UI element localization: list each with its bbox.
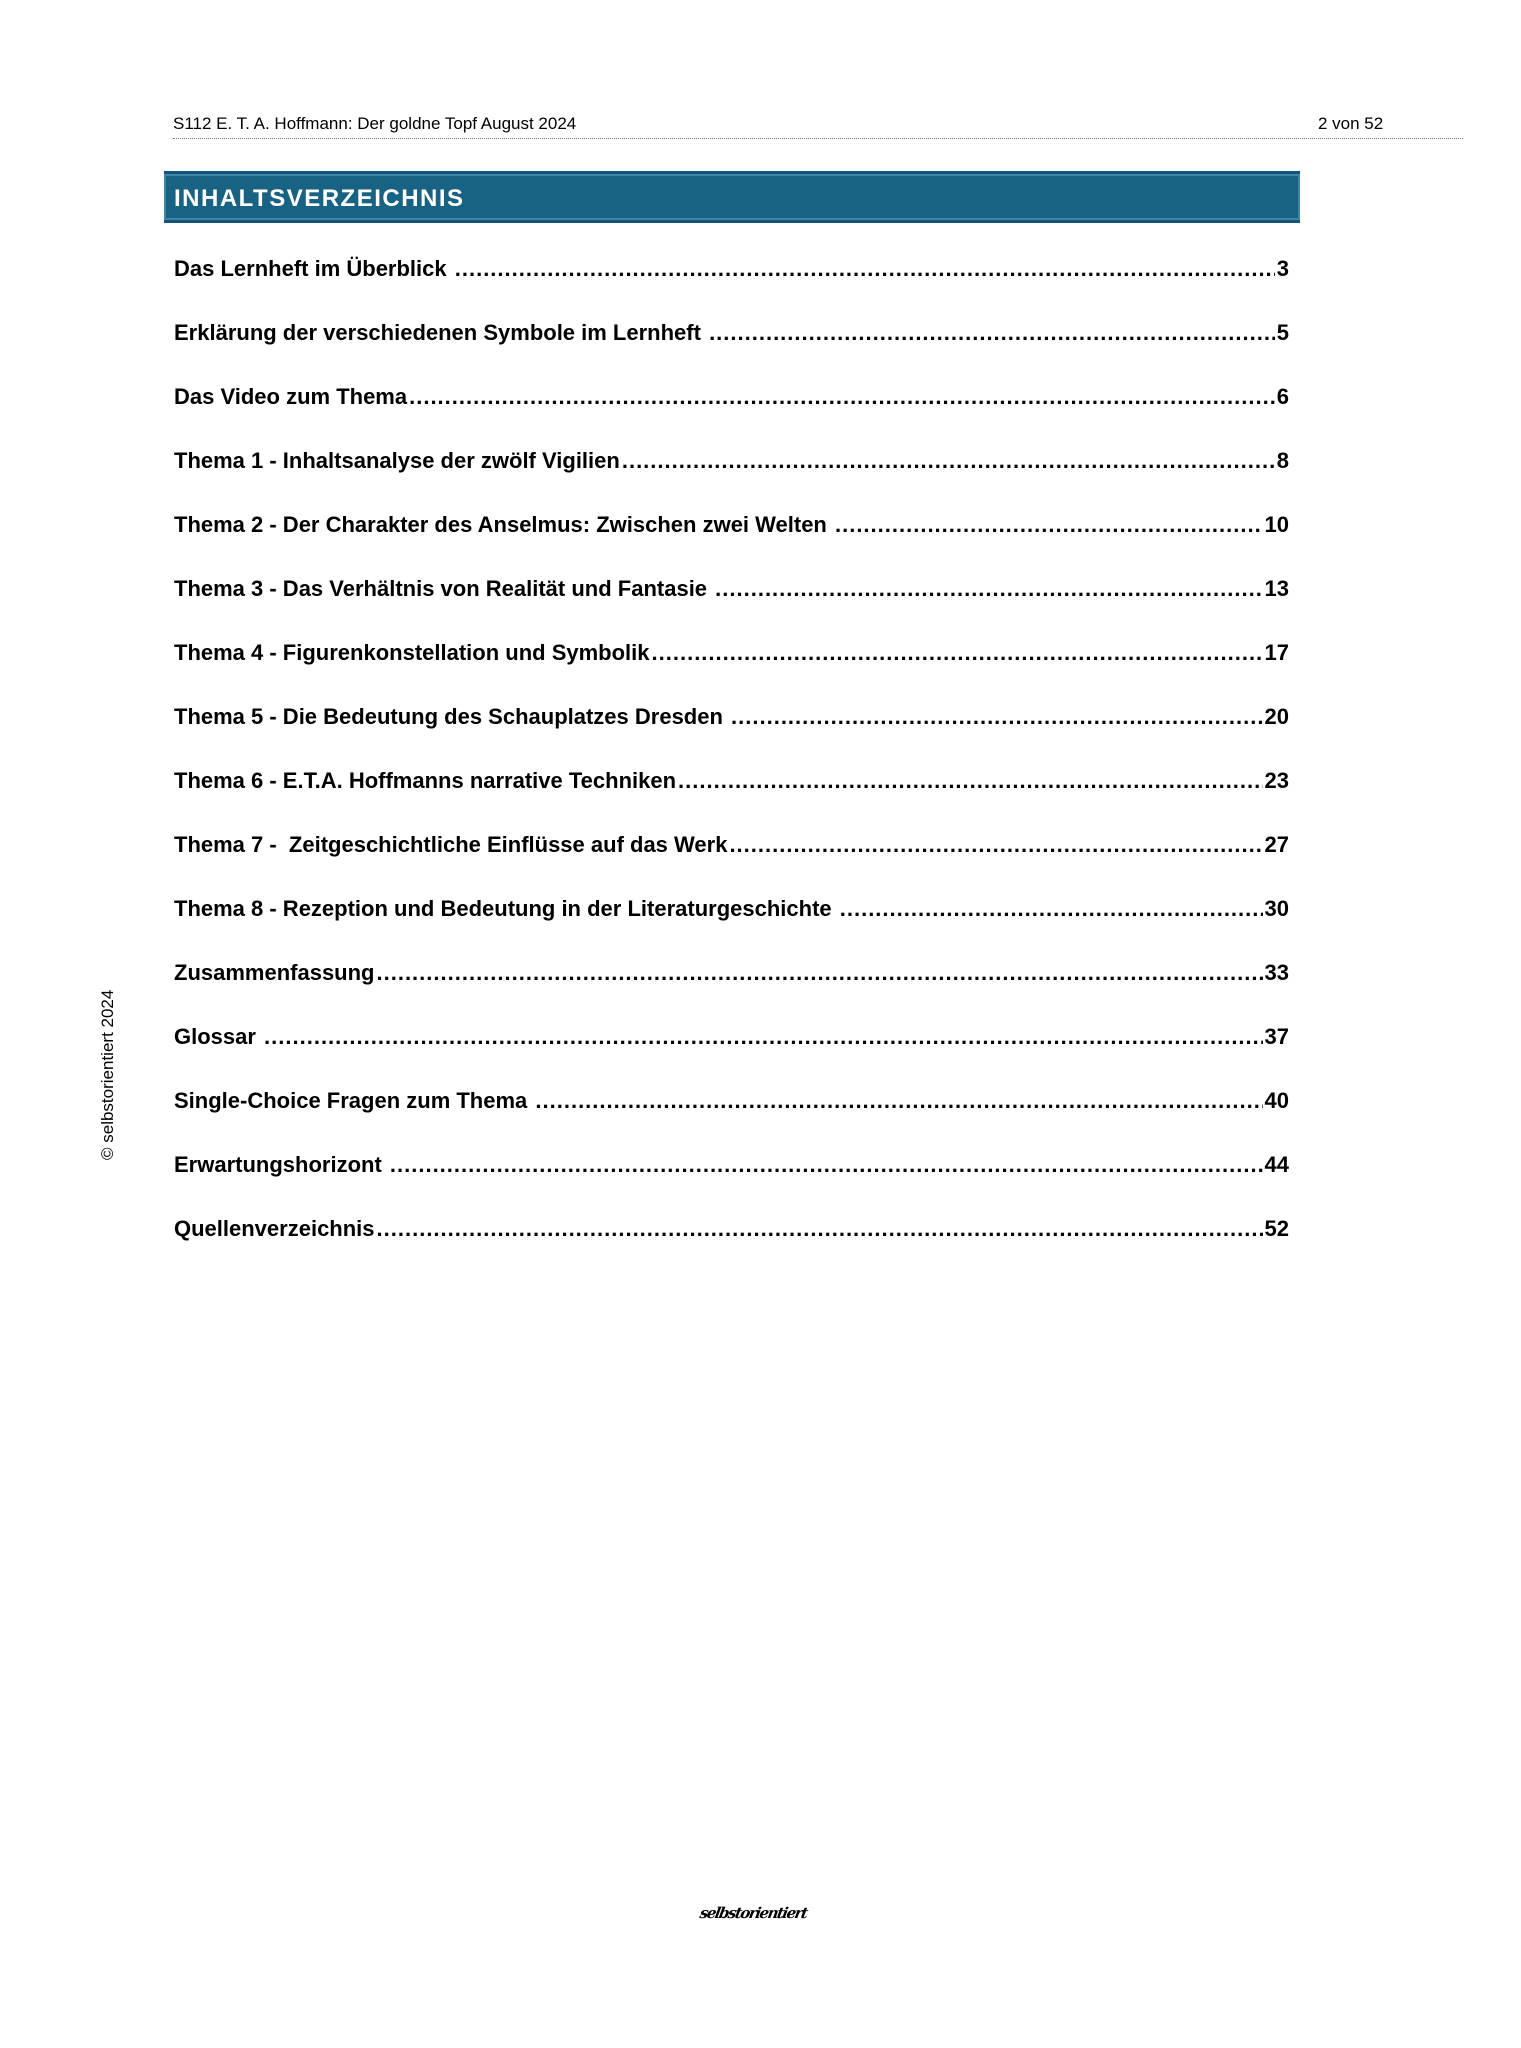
toc-entry-title: Single-Choice Fragen zum Thema [174,1088,534,1113]
toc-leader-dots [731,704,1262,730]
toc-entry-page: 30 [1264,896,1289,921]
toc-leader-dots [729,832,1262,858]
toc-entry-page: 20 [1264,704,1289,729]
toc-entry-title: Erwartungshorizont [174,1152,388,1177]
toc-entry[interactable] [174,256,1289,320]
toc-banner [164,171,1300,223]
toc-entry-title: Thema 5 - Die Bedeutung des Schauplatzes Dresden [174,704,730,729]
toc-entry[interactable] [174,384,1289,448]
toc-leader-dots [455,256,1275,282]
toc-entry-title: Glossar [174,1024,263,1049]
toc-entry-page: 27 [1264,832,1289,857]
toc-entry[interactable] [174,1152,1289,1216]
toc-entry-page: 52 [1264,1216,1289,1241]
toc-entry-title: Thema 8 - Rezeption und Bedeutung in der Literaturgeschichte [174,896,838,921]
toc-entry-page: 5 [1276,320,1289,345]
toc-entry[interactable] [174,1088,1289,1152]
toc-entry-title: Thema 2 - Der Charakter des Anselmus: Zwischen zwei Welten [174,512,833,537]
toc-entry[interactable] [174,448,1289,512]
toc-entry[interactable] [174,768,1289,832]
toc-entry[interactable] [174,640,1289,704]
toc-leader-dots [377,1216,1263,1242]
toc-entry-page: 6 [1276,384,1289,409]
toc-leader-dots [409,384,1275,410]
toc-entry[interactable] [174,896,1289,960]
toc-entry-title: Quellenverzeichnis [174,1216,375,1241]
toc-leader-dots [840,896,1263,922]
toc-leader-dots [377,960,1263,986]
footer-logo: selbstorientiert [698,1904,809,1922]
toc-entry-page: 13 [1264,576,1289,601]
toc-entry-title: Thema 6 - E.T.A. Hoffmanns narrative Techniken [174,768,677,793]
toc-entry-page: 17 [1264,640,1289,665]
toc-leader-dots [622,448,1275,474]
toc-entry[interactable] [174,512,1289,576]
toc-leader-dots [652,640,1263,666]
toc-entry-title: Thema 7 - Zeitgeschichtliche Einflüsse auf das Werk [174,832,728,857]
toc-entry-page: 44 [1264,1152,1289,1177]
toc-entry-title: Thema 4 - Figurenkonstellation und Symbolik [174,640,650,665]
toc-leader-dots [535,1088,1262,1114]
toc-entry-title: Thema 1 - Inhaltsanalyse der zwölf Vigilien [174,448,620,473]
toc-entry-page: 40 [1264,1088,1289,1113]
toc-entry-title: Zusammenfassung [174,960,375,985]
toc-entry[interactable] [174,704,1289,768]
toc-leader-dots [678,768,1262,794]
header-title: S112 E. T. A. Hoffmann: Der goldne Topf August 2024 [173,114,577,133]
toc-entry-page: 23 [1264,768,1289,793]
toc-entry[interactable] [174,576,1289,640]
toc-leader-dots [835,512,1263,538]
header-divider [173,138,1463,139]
toc-entry-title: Thema 3 - Das Verhältnis von Realität und Fantasie [174,576,714,601]
toc-entry-page: 3 [1276,256,1289,281]
toc-leader-dots [709,320,1275,346]
toc-entry[interactable] [174,1216,1289,1280]
toc-entry-title: Das Video zum Thema [174,384,408,409]
page-number: 2 von 52 [1318,114,1384,133]
toc-heading: INHALTSVERZEICHNIS [174,185,465,212]
toc-leader-dots [715,576,1262,602]
toc-entry-page: 10 [1264,512,1289,537]
toc-entry[interactable] [174,960,1289,1024]
table-of-contents [174,256,1289,1280]
toc-leader-dots [390,1152,1263,1178]
toc-entry-page: 8 [1276,448,1289,473]
toc-entry-title: Erklärung der verschiedenen Symbole im Lernheft [174,320,708,345]
copyright-note: © selbstorientiert 2024 [98,989,117,1160]
toc-entry-page: 33 [1264,960,1289,985]
toc-entry[interactable] [174,1024,1289,1088]
toc-entry-page: 37 [1264,1024,1289,1049]
toc-entry[interactable] [174,832,1289,896]
toc-entry[interactable] [174,320,1289,384]
toc-entry-title: Das Lernheft im Überblick [174,256,453,281]
toc-leader-dots [264,1024,1262,1050]
